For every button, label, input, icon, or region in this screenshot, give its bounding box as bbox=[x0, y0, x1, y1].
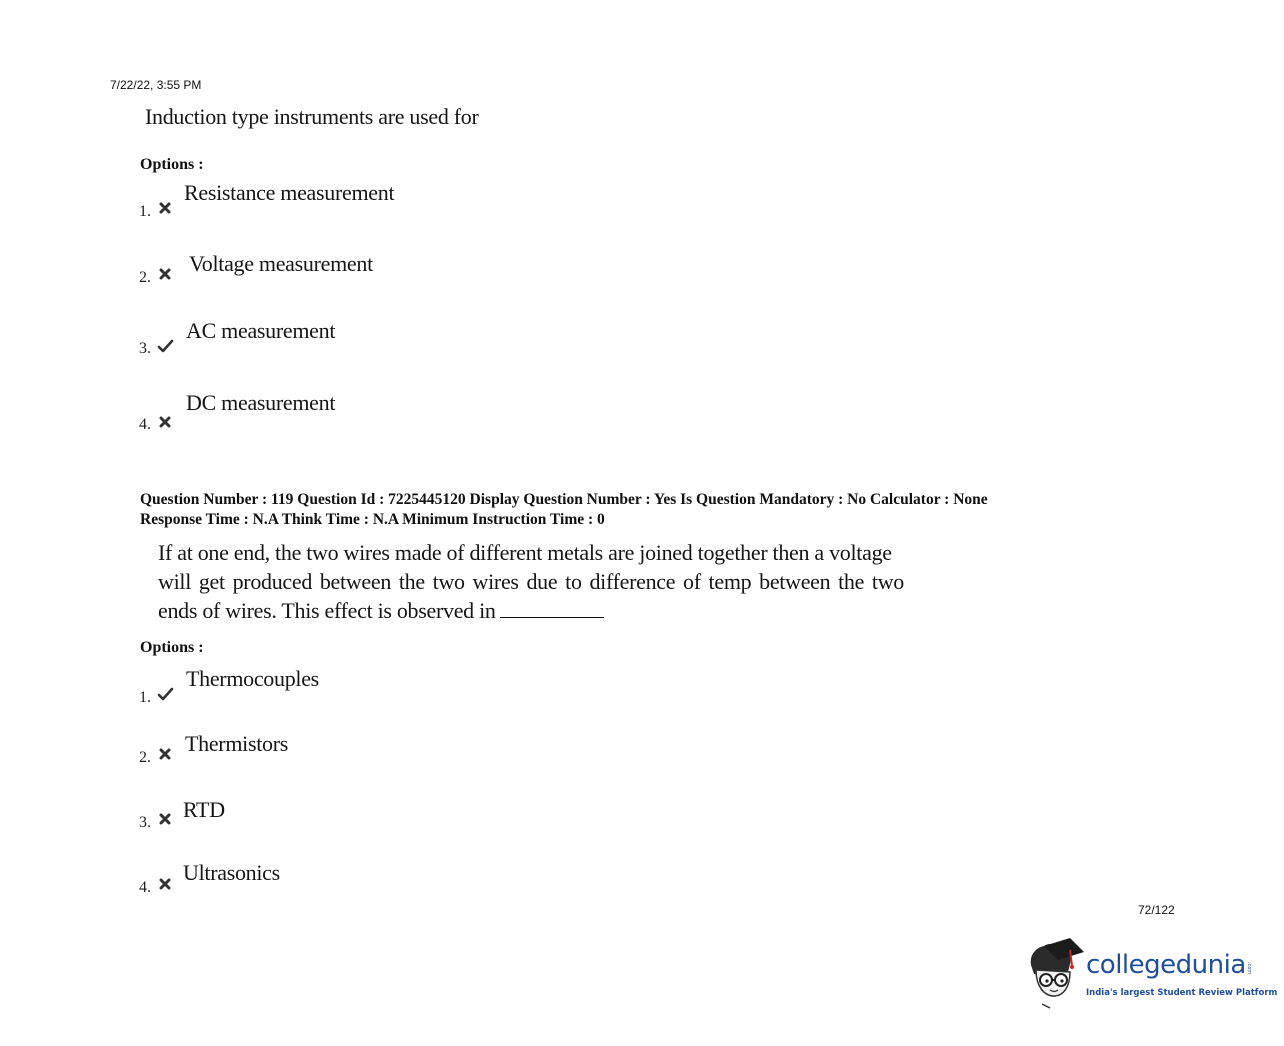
option-number: 4. bbox=[139, 416, 151, 433]
option-text: AC measurement bbox=[186, 318, 336, 343]
question-text: Induction type instruments are used for bbox=[145, 104, 479, 129]
options-label: Options : bbox=[140, 639, 204, 656]
cross-icon bbox=[158, 877, 172, 891]
cross-icon bbox=[158, 201, 172, 215]
cross-icon bbox=[158, 415, 172, 429]
option-text: Thermistors bbox=[185, 731, 289, 756]
option-number: 4. bbox=[139, 879, 151, 896]
option-text: RTD bbox=[183, 797, 225, 822]
cross-icon bbox=[158, 267, 172, 281]
question-text bbox=[158, 538, 968, 625]
check-icon bbox=[157, 686, 174, 702]
option-number: 2. bbox=[139, 269, 151, 286]
question-line-3-text: ends of wires. This effect is observed in bbox=[158, 598, 496, 623]
option-number: 2. bbox=[139, 749, 151, 766]
cross-icon bbox=[158, 747, 172, 761]
option-text: Voltage measurement bbox=[189, 251, 373, 276]
cross-icon bbox=[158, 812, 172, 826]
logo-wordmark: collegedunia bbox=[1086, 950, 1246, 980]
option-number: 3. bbox=[139, 814, 151, 831]
meta-line-1: Question Number : 119 Question Id : 7225445120 Display Question Number : Yes Is Question Mandatory : No Calculator : None bbox=[140, 491, 988, 508]
mascot-icon bbox=[1024, 938, 1086, 1010]
option-text: DC measurement bbox=[186, 390, 336, 415]
option-text: Resistance measurement bbox=[184, 180, 395, 205]
option-number: 3. bbox=[139, 340, 151, 357]
meta-line-2: Response Time : N.A Think Time : N.A Minimum Instruction Time : 0 bbox=[140, 510, 605, 528]
option-text: Ultrasonics bbox=[183, 860, 280, 885]
question-line-2: will get produced between the two wires due to difference of temp between the two bbox=[158, 569, 904, 594]
options-label: Options : bbox=[140, 156, 204, 173]
option-text: Thermocouples bbox=[186, 666, 319, 691]
question-line-3 bbox=[158, 596, 968, 625]
check-icon bbox=[157, 338, 174, 354]
question-line-1: If at one end, the two wires made of different metals are joined together then a voltage bbox=[158, 540, 892, 565]
logo-tagline: India's largest Student Review Platform bbox=[1086, 988, 1278, 998]
timestamp: 7/22/22, 3:55 PM bbox=[110, 78, 202, 92]
logo-com: .com bbox=[1246, 962, 1252, 975]
option-number: 1. bbox=[139, 203, 151, 220]
question-meta bbox=[140, 490, 988, 529]
collegedunia-logo bbox=[1024, 938, 1278, 1010]
answer-blank bbox=[500, 597, 604, 618]
option-number: 1. bbox=[139, 689, 151, 706]
page-number: 72/122 bbox=[1138, 903, 1175, 917]
